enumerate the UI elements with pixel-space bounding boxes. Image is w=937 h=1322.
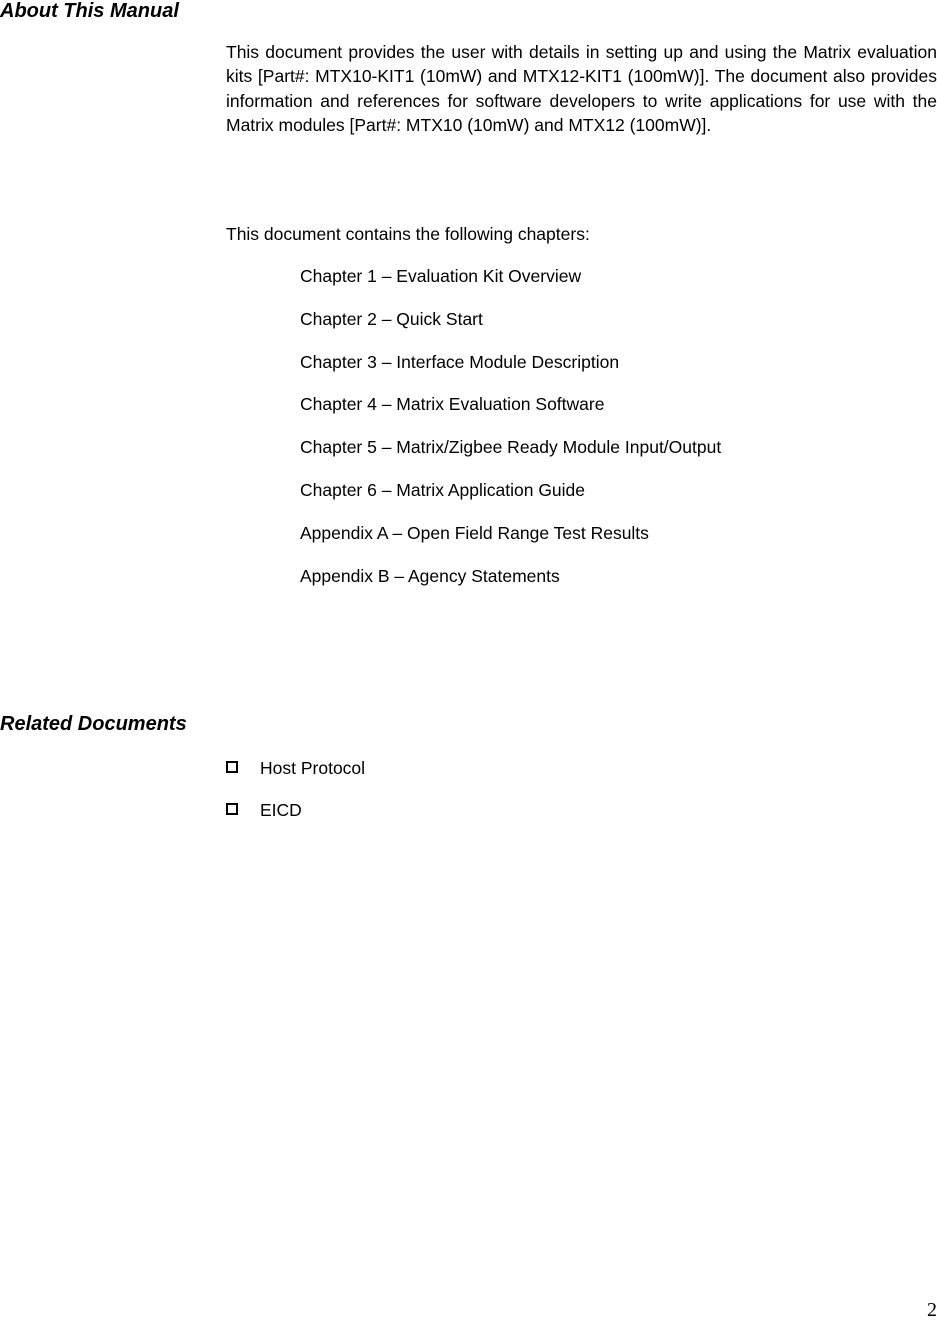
chapters-intro-text: This document contains the following chapters: xyxy=(226,224,590,244)
related-document-item xyxy=(226,799,365,841)
chapter-item: Chapter 5 – Matrix/Zigbee Ready Module Input/Output xyxy=(300,437,722,458)
checkbox-icon xyxy=(226,761,238,773)
page-number: 2 xyxy=(927,1299,937,1321)
about-heading: About This Manual xyxy=(0,0,179,22)
chapter-item: Chapter 4 – Matrix Evaluation Software xyxy=(300,394,605,415)
intro-paragraph: This document provides the user with details in setting up and using the Matrix evaluation kits [Part#: MTX10-KIT1 (10mW) and MTX12-KIT1 (100mW)]. The document also provides information and references for software developers to write applications for use with the Matrix modules [Part#: MTX10 (10mW) and MTX12 (100mW)]. xyxy=(226,42,937,135)
related-documents-list xyxy=(226,757,365,841)
chapter-item: Chapter 1 – Evaluation Kit Overview xyxy=(300,266,582,286)
checkbox-icon xyxy=(226,803,238,815)
appendix-item: Appendix A – Open Field Range Test Results xyxy=(300,522,649,543)
chapter-item: Chapter 2 – Quick Start xyxy=(300,308,483,329)
related-document-label: Host Protocol xyxy=(260,758,366,778)
chapter-list xyxy=(300,265,721,607)
related-document-item xyxy=(226,757,365,799)
related-documents-heading: Related Documents xyxy=(0,713,187,735)
appendix-item: Appendix B – Agency Statements xyxy=(300,565,560,586)
chapter-item: Chapter 3 – Interface Module Description xyxy=(300,351,620,372)
chapter-item: Chapter 6 – Matrix Application Guide xyxy=(300,479,586,500)
related-document-label: EICD xyxy=(260,800,302,820)
